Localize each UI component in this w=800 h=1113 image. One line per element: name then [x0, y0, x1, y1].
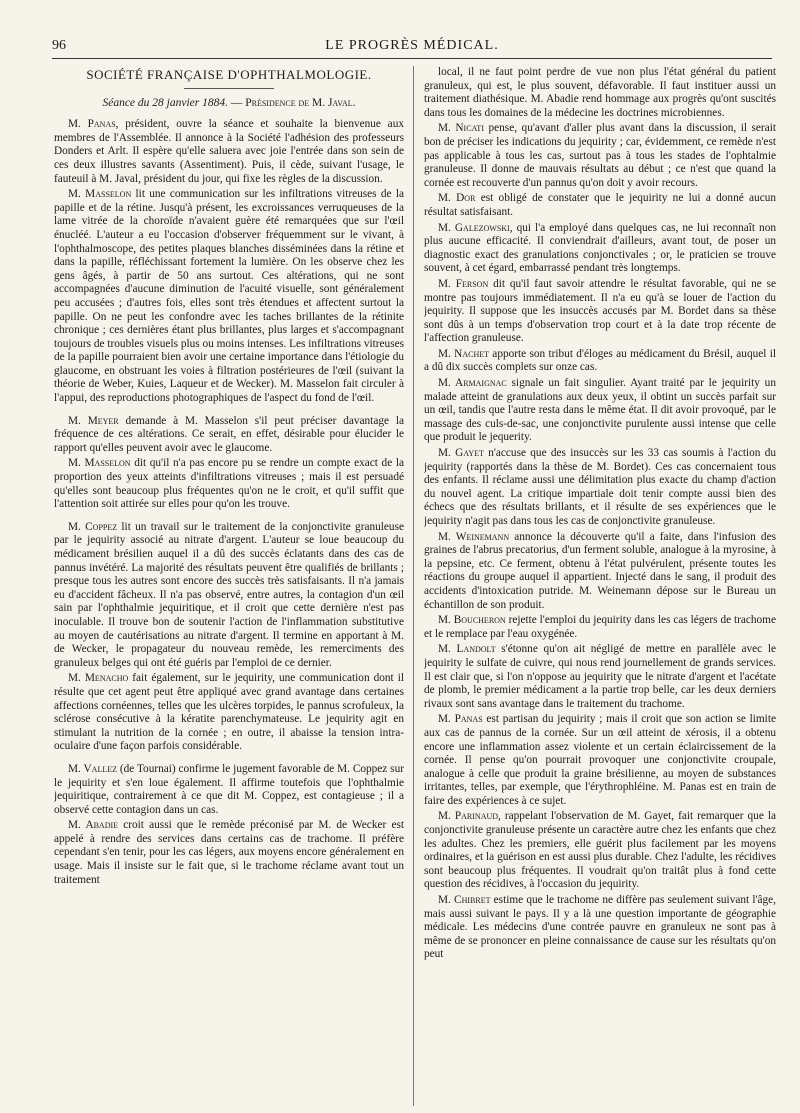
paragraph-text: fait également, sur le jequirity, une communication dont il résulte que cet agent peut être appliqué avec grand avantage dans certaines affections cornéennes, telles que les ulcères torpides, le pannus scrofuleux, la sclérose consécutive à la kératite parenchymateuse. Le jequirity agit en stimulant la nutrition de la cornée ; en outre, il abaisse la tension intra-oculaire d'une façon parfois considérable.: [54, 672, 404, 753]
paragraph: [54, 672, 404, 754]
paragraph-text: estime que le trachome ne diffère pas seulement suivant l'âge, mais aussi suivant le pays. Il y a là une question importante de géographie médicale. Les médecins d'une contrée pauvre en granuleux ne sont pas à même de se prononcer en pleine connaissance de cause sur les résultats qu'on peut: [424, 894, 776, 961]
speaker-name: M. Dor: [438, 192, 476, 205]
paragraph: [424, 222, 776, 276]
paragraph: [54, 521, 404, 671]
left-column: [54, 66, 404, 1106]
paragraph: [54, 819, 404, 887]
speaker-name: M. Meyer: [68, 414, 119, 427]
speaker-name: M. Weinemann: [438, 530, 510, 543]
journal-title: LE PROGRÈS MÉDICAL.: [325, 38, 499, 53]
right-paragraphs: [424, 66, 776, 962]
title-rule: [184, 88, 274, 89]
speaker-name: M. Armaignac: [438, 377, 507, 390]
right-column: [424, 66, 776, 1106]
page-header: [52, 38, 772, 58]
speaker-name: M. Nachet: [438, 347, 489, 360]
paragraph: [424, 810, 776, 892]
left-paragraphs: [54, 118, 404, 887]
session-heading: [54, 97, 404, 111]
speaker-name: M. Vallez: [68, 762, 118, 775]
speaker-name: M. Panas: [438, 713, 483, 726]
session-date: Séance du 28 janvier 1884.: [102, 96, 228, 109]
paragraph: [424, 643, 776, 711]
speaker-name: M. Menacho: [68, 672, 129, 685]
paragraph-text: n'accuse que des insuccès sur les 33 cas soumis à l'action du jequirity (rapportés dans la thèse de M. Bordet). Ces cas concernaient tous des enfants. Il réclame aussi une délimitation plus exacte du champ d'action du nouvel agent. La critique impartiale doit tenir compte aussi bien des échecs que des résultats brillants, et il résulte de ses expériences que le jequirity n'agit pas dans tous les cas de conjonctivite granuleuse.: [424, 447, 776, 527]
paragraph: [424, 614, 776, 641]
paragraph: [424, 66, 776, 120]
paragraph-text: , président, ouvre la séance et souhaite la bienvenue aux membres de l'Assemblée. Il annonce à la Société l'adhésion des professeurs Donders et Arlt. Il espère qu'elle saluera avec joie l'entrée dans son sein de ces deux illustres savants (Assentiment). Puis, il cède, suivant l'usage, le fauteuil à M. Javal, président du jour, qui fixe les règles de la discussion.: [54, 118, 404, 185]
paragraph: [424, 348, 776, 375]
society-title: SOCIÉTÉ FRANÇAISE D'OPHTHALMOLOGIE.: [86, 67, 372, 82]
paragraph-text: est partisan du jequirity ; mais il croit que son action se limite aux cas de pannus de la cornée. Sur un œil atteint de xérosis, il a obtenu encore une inflammation assez violente et un certain éclaircissement de la cornée. Il pense qu'on pourrait provoquer une conjonctivite croupale, analogue à celle que produit la graine brésilienne, au moyen de substances irritantes, telles, par exemple, que l'érythrophléine. M. Panas est en train de faire des expériences à ce sujet.: [424, 713, 776, 807]
paragraph: [424, 278, 776, 346]
paragraph-text: pense, qu'avant d'aller plus avant dans la discussion, il serait bon de préciser les indications du jequirity ; car, évidemment, ce remède n'est pas applicable à tous les cas, surtout pas à tous les stades de l'ophtalmie granuleuse. Il donne de mauvais résultats au début ; ce n'est que quand la cornée est recouverte d'un pannus qu'on doit y avoir recours.: [424, 122, 776, 189]
paragraph: [54, 188, 404, 406]
speaker-name: M. Landolt: [438, 643, 496, 656]
speaker-name: M. Ferson: [438, 277, 489, 290]
paragraph-text: dit qu'il faut savoir attendre le résultat favorable, qui ne se montre pas toujours immédiatement. Il n'a eu qu'à se louer de l'action du jequirity. Il suppose que les insuccès accusés par M. Bordet dans sa thèse sont dûs à un temps d'observation trop court et à la date trop récente de l'affection granuleuse.: [424, 277, 776, 345]
speaker-name: M. Abadie: [68, 819, 119, 832]
paragraph-text: croit aussi que le remède préconisé par M. de Wecker est appelé à rendre des services dans certains cas de trachome. Il préfère cependant s'en tenir, pour les cas légers, aux moyens encore généralement en usage. Mais il insiste sur le fait que, si le trachome réclame avant tout un traitement: [54, 819, 404, 886]
speaker-name: M. Masselon: [68, 188, 132, 201]
paragraph-text: local, il ne faut point perdre de vue non plus l'état général du patient granuleux, qui est, le plus souvent, défavorable. Il faut instituer aussi un traitement diathésique. M. Abadie rend hommage aux progrès qu'ont suscités dans tous les domaines de la médecine les doctrines microbiennes.: [424, 66, 776, 119]
paragraph: [424, 713, 776, 808]
speaker-name: M. Gayet: [438, 447, 484, 460]
session-presidency: — Présidence de M. Javal.: [230, 96, 356, 109]
speaker-name: M. Parinaud: [438, 810, 499, 823]
speaker-name: M. Panas: [68, 118, 116, 131]
paragraph: [424, 447, 776, 529]
paragraph-text: , rappelant l'observation de M. Gayet, fait remarquer que la conjonctivite granuleuse présente un caractère autre chez les enfants que chez les adultes. Chez les premiers, elle guérit plus facilement par les moyens ordinaires, et la guérison en est aussi plus durable. Chez l'adulte, les récidives sont beaucoup plus fréquentes. Il voudrait qu'on traitât plus à fond cette question des récidives, à l'occasion du jequirity.: [424, 810, 776, 891]
paragraph-text: dit qu'il n'a pas encore pu se rendre un compte exact de la proportion des yeux atteints d'infiltrations vitreuses ; mais il est persuadé qu'elles sont beaucoup plus fréquentes qu'on ne le croit, et qu'il suffit que l'attention soit attirée sur elles pour qu'on les trouve.: [54, 457, 404, 511]
paragraph-text: lit une communication sur les infiltrations vitreuses de la papille et de la rétine. Jusqu'à présent, les excroissances verruqueuses de la lame vitrée de la choroïde n'avaient guère été remarquées que sur l'œil énucléé. L'auteur a eu l'occasion d'observer fréquemment sur le vivant, à l'ophthalmoscope, des petites plaques blanches disséminées dans la rétine et dans la papille, réfléchissant fortement la lumière. On les observe chez les gens âgés, à partir de 50 ans surtout. Ces altérations, qui ne sont accompagnées d'aucune diminution de l'acuité visuelle, sont généralement peu accusées ; d'autres fois, elles sont très étendues et affectent surtout la papille. On ne peut les confondre avec les taches brillantes de la rétinite chronique ; ces dernières étant plus brillantes, plus larges et s'accompagnant toujours de troubles visuels plus ou moins intenses. Les infiltrations vitreuses de la papille pourraient bien avoir une certaine importance dans l'étiologie du glaucome, en obstruant les voies à filtration postérieures de l'œil (suivant la théorie de Weber, Kuies, Laqueur et de Wecker). M. Masselon fait circuler à l'appui, des reproductions photographiques de l'aspect du fond de l'œil.: [54, 188, 404, 405]
speaker-name: M. Chibret: [438, 894, 491, 907]
paragraph-text: lit un travail sur le traitement de la conjonctivite granuleuse par le jequirity associé au nitrate d'argent. L'auteur se loue beaucoup du médicament brésilien auquel il a dû des succès éclatants dans des cas de pannus invétéré. La majorité des résultats peuvent être qualifiés de brillants ; presque tous les autres sont encore des succès très satisfaisants. Il n'a jamais eu d'accident fâcheux. Il n'a pas observé, entre autres, la contagion d'un œil sain par l'ophthalmie jequiritique, et il croit que cette dernière n'est pas inoculable. Il trouve bon de soutenir l'action de l'inflammation substitutive au moyen de cautérisations au nitrate d'argent. Il termine en apportant à M. de Wecker, le propagateur du nouveau remède, les remerciments des granuleux belges qui ont été guéris par l'emploi de ce dernier.: [54, 520, 404, 669]
header-rule: [52, 58, 772, 59]
paragraph-text: apporte son tribut d'éloges au médicament du Brésil, auquel il a dû dix succès complets sur onze cas.: [424, 347, 776, 374]
speaker-name: M. Boucheron: [438, 614, 506, 627]
paragraph: [54, 415, 404, 456]
paragraph-text: est obligé de constater que le jequirity ne lui a donné aucun résultat satisfaisant.: [424, 192, 776, 218]
paragraph-text: s'étonne qu'on ait négligé de mettre en parallèle avec le jequirity le sulfate de cuivre, qui nous rend journellement de grands services. Il est clair que, si l'on n'oppose au jequirity que le nitrate d'argent et l'acétate de plomb, le premier médicament a la partie trop belle, car les deux derniers rivaux sont sans avantage dans le traitement du trachome.: [424, 643, 776, 710]
paragraph: [54, 457, 404, 511]
speaker-name: M. Nicati: [438, 122, 484, 135]
speaker-name: M. Galezowski: [438, 221, 510, 234]
paragraph: [424, 377, 776, 445]
paragraph-text: rejette l'emploi du jequirity dans les cas légers de trachome et le remplace par l'eau oxygénée.: [424, 614, 776, 640]
paragraph-text: (de Tournai) confirme le jugement favorable de M. Coppez sur le jequirity et s'en loue également. Il affirme toutefois que l'ophthalmie jequiritique, contrairement à ce que dit M. Coppez, est contagieuse ; il a observé cette contagion dans un cas.: [54, 762, 404, 816]
paragraph-text: annonce la découverte qu'il a faite, dans l'infusion des graines de l'abrus precatorius, d'un ferment soluble, analogue à la myrosine, à la pepsine, etc. Ce ferment, obtenu à l'état pulvérulent, présente toutes les réactions du groupe auquel il appartient. Injecté dans le sang, il produit des accidents d'intoxication putride. M. Weinemann dépose sur le Bureau un échantillon de son produit.: [424, 530, 776, 611]
paragraph: [54, 118, 404, 186]
paragraph: [424, 122, 776, 190]
paragraph-text: signale un fait singulier. Ayant traité par le jequirity un malade atteint de granulations aux deux yeux, il obtint un succès parfait sur un œil, tandis que l'autre resta dans le même état. Il dit avoir provoqué, par le massage des culs-de-sac, une conjonctivite purulente aussi intense que celle que produit le jequerity.: [424, 377, 776, 444]
paragraph: [424, 894, 776, 962]
paragraph-text: , qui l'a employé dans quelques cas, ne lui reconnaît non plus aucune efficacité. Il conviendrait d'ailleurs, avant tout, de poser un diagnostic exact des granulations conjonctivales ; or, le praticien se trouve souvent, à cet égard, embarrassé pendant très longtemps.: [424, 221, 776, 275]
paragraph: [424, 192, 776, 219]
column-divider: [413, 66, 414, 1106]
page-number: 96: [52, 38, 66, 53]
paragraph-text: demande à M. Masselon s'il peut préciser davantage la fréquence de ces altérations. Ce serait, en effet, désirable pour élucider le rapport qu'elles peuvent avoir avec le glaucome.: [54, 414, 404, 454]
speaker-name: M. Masselon: [68, 457, 131, 470]
speaker-name: M. Coppez: [68, 520, 118, 533]
paragraph: [424, 531, 776, 613]
paragraph: [54, 763, 404, 817]
